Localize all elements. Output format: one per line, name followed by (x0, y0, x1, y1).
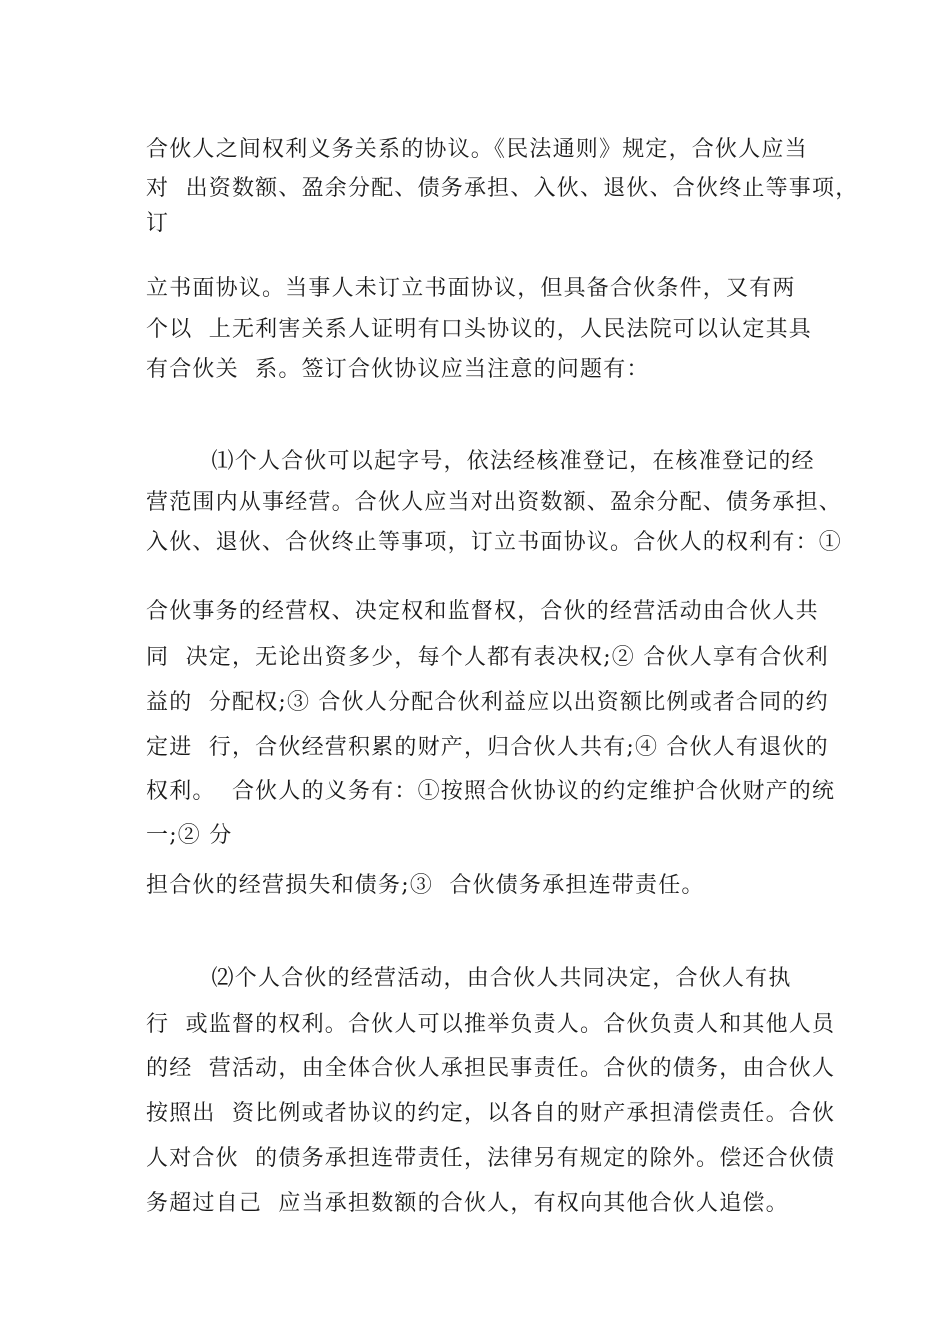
text-line: ⑵个人合伙的经营活动，由合伙人共同决定，合伙人有执 (146, 966, 792, 991)
text-line: 人对合伙 的债务承担连带责任，法律另有规定的除外。偿还合伙债 (146, 1146, 836, 1171)
text-line: 益的 分配权;③ 合伙人分配合伙利益应以出资额比例或者合同的约 (146, 690, 829, 715)
text-line: 合伙事务的经营权、决定权和监督权，合伙的经营活动由合伙人共 (146, 599, 819, 624)
text-line: 一;② 分 (146, 823, 233, 848)
text-line: 订 (146, 211, 170, 236)
text-line: 合伙人之间权利义务关系的协议。《民法通则》规定，合伙人应当 (146, 137, 808, 162)
text-line: 营范围内从事经营。合伙人应当对出资数额、盈余分配、债务承担、 (146, 490, 843, 515)
text-line: 务超过自己 应当承担数额的合伙人，有权向其他合伙人追偿。 (146, 1191, 789, 1216)
text-line: 立书面协议。当事人未订立书面协议，但具备合伙条件，又有两 (146, 276, 796, 301)
text-line: 按照出 资比例或者协议的约定，以各自的财产承担清偿责任。合伙 (146, 1101, 836, 1126)
text-line: 个以 上无利害关系人证明有口头协议的，人民法院可以认定其具 (146, 317, 812, 342)
text-line: 行 或监督的权利。合伙人可以推举负责人。合伙负责人和其他人员 (146, 1012, 836, 1037)
text-line: 有合伙关 系。签订合伙协议应当注意的问题有： (146, 357, 650, 382)
text-line: ⑴个人合伙可以起字号，依法经核准登记，在核准登记的经 (146, 449, 815, 474)
text-line: 入伙、退伙、合伙终止等事项，订立书面协议。合伙人的权利有：① (146, 530, 843, 555)
text-line: 同 决定，无论出资多少，每个人都有表决权;② 合伙人享有合伙利 (146, 645, 829, 670)
text-line: 担合伙的经营损失和债务;③ 合伙债务承担连带责任。 (146, 873, 705, 898)
text-line: 的经 营活动，由全体合伙人承担民事责任。合伙的债务，由合伙人 (146, 1056, 836, 1081)
text-line: 对 出资数额、盈余分配、债务承担、入伙、退伙、合伙终止等事项， (146, 176, 859, 201)
text-line: 权利。 合伙人的义务有：①按照合伙协议的约定维护合伙财产的统 (146, 779, 836, 804)
text-line: 定进 行，合伙经营积累的财产，归合伙人共有;④ 合伙人有退伙的 (146, 735, 829, 760)
